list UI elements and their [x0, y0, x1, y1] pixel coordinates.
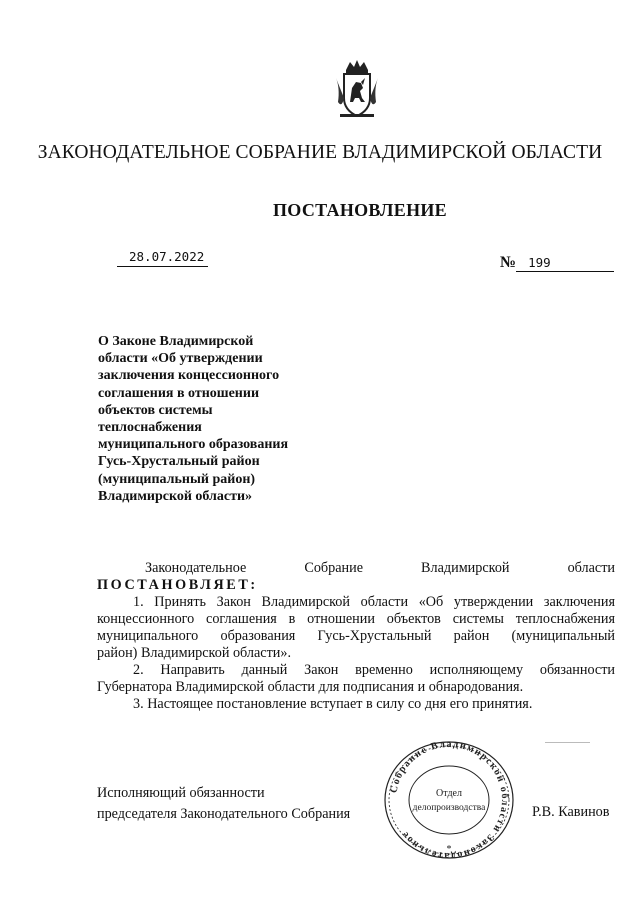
- stamp-inner-line: Отдел: [436, 788, 462, 799]
- document-subject: [98, 333, 328, 505]
- stamp-star-icon: *: [446, 844, 452, 855]
- document-number: [500, 254, 614, 272]
- svg-text:Собрание Владимирской области: [388, 739, 510, 861]
- subject-line: соглашения в отношении: [98, 385, 260, 401]
- paragraph-3-line: 3. Настоящее постановление вступает в силу со дня его принятия.: [133, 696, 533, 712]
- subject-line: Гусь-Хрустальный район: [98, 454, 260, 470]
- subject-line: О Законе Владимирской: [98, 334, 254, 349]
- signer-position-line: председателя Законодательного Собрания: [97, 806, 351, 822]
- number-sign: №: [500, 254, 517, 271]
- subject-line: Владимирской области»: [98, 488, 253, 504]
- subject-line: объектов системы: [98, 402, 213, 418]
- paragraph-1-line: муниципального образования Гусь-Хрустальный район (муниципальный: [97, 628, 615, 644]
- organization-title: ЗАКОНОДАТЕЛЬНОЕ СОБРАНИЕ ВЛАДИМИРСКОЙ ОБЛАСТИ: [37, 142, 603, 163]
- document-date: 28.07.2022: [117, 249, 208, 267]
- stamp-outer-text: Собрание Владимирской области Законодательное: [388, 738, 511, 862]
- document-body: [97, 560, 615, 713]
- office-stamp: [380, 738, 518, 862]
- signer-position-line: Исполняющий обязанности: [97, 785, 265, 801]
- preamble-line: Законодательное Собрание Владимирской области: [145, 560, 615, 576]
- signer-name: Р.В. Кавинов: [532, 804, 610, 820]
- subject-line: области «Об утверждении: [98, 351, 263, 367]
- number-value: 199: [516, 255, 614, 272]
- stamp-inner-line: делопроизводства: [412, 803, 486, 813]
- resolves-heading: ПОСТАНОВЛЯЕТ:: [97, 577, 258, 593]
- coat-of-arms-icon: [332, 58, 382, 120]
- document-type: ПОСТАНОВЛЕНИЕ: [273, 200, 447, 220]
- paragraph-1-line: концессионного соглашения в отношении объектов системы теплоснабжения: [97, 611, 615, 627]
- paragraph-2-line: Губернатора Владимирской области для подписания и обнародования.: [97, 679, 524, 695]
- scan-speck: [545, 742, 590, 743]
- subject-line: муниципального образования: [98, 437, 289, 453]
- subject-line: заключения концессионного: [98, 368, 280, 384]
- paragraph-1-line: 1. Принять Закон Владимирской области «Об утверждении заключения: [133, 594, 615, 610]
- subject-line: теплоснабжения: [98, 420, 202, 436]
- paragraph-1-line: район) Владимирской области».: [97, 645, 292, 661]
- signer-position: [97, 783, 350, 825]
- paragraph-2-line: 2. Направить данный Закон временно исполняющему обязанности: [133, 662, 615, 678]
- subject-line: (муниципальный район): [98, 471, 256, 487]
